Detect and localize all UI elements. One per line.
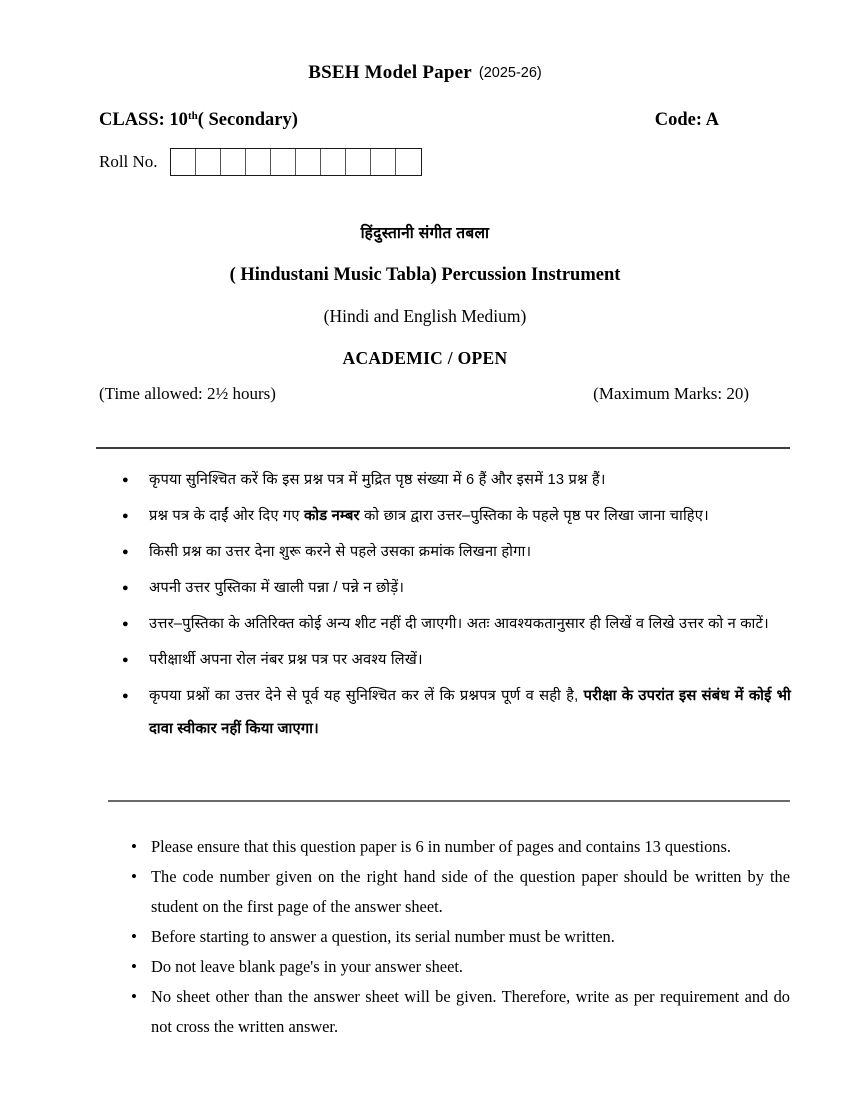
roll-number-cell[interactable]: [371, 149, 396, 175]
roll-number-cell[interactable]: [346, 149, 371, 175]
instruction-item-hindi: ● परीक्षार्थी अपना रोल नंबर प्रश्न पत्र पर अवश्य लिखें।: [119, 644, 791, 677]
page-title: BSEH Model Paper: [308, 62, 472, 83]
subject-block: [0, 222, 850, 369]
instruction-emphasis: कोड नम्बर: [304, 508, 360, 524]
instruction-text: कृपया प्रश्नों का उत्तर देने से पूर्व यह सुनिश्चित कर लें कि प्रश्नपत्र पूर्ण व सही है,: [149, 688, 584, 704]
instruction-item-english: • The code number given on the right hand side of the question paper should be written by the student on the first page of the answer sheet.: [128, 862, 790, 922]
subject-medium: (Hindi and English Medium): [323, 306, 527, 326]
instruction-item-hindi: ● उत्तर–पुस्तिका के अतिरिक्त कोई अन्य शीट नहीं दी जाएगी। अतः आवश्यकतानुसार ही लिखें व लिखे उत्तर को न काटें।: [119, 608, 791, 641]
class-code-row: [99, 110, 719, 131]
divider-top: [96, 447, 790, 449]
paper-header: [0, 62, 850, 84]
instruction-item-hindi: [119, 500, 791, 533]
roll-number-cell[interactable]: [196, 149, 221, 175]
class-level: ( Secondary): [197, 110, 298, 130]
instruction-item-english: • No sheet other than the answer sheet will be given. Therefore, write as per requirement and do not cross the written answer.: [128, 982, 790, 1042]
roll-number-cell[interactable]: [271, 149, 296, 175]
subject-title-english: ( Hindustani Music Tabla) Percussion Instrument: [229, 265, 621, 285]
instructions-english: [128, 832, 790, 1042]
roll-number-label: Roll No.: [99, 152, 158, 171]
instruction-item-hindi: ● किसी प्रश्न का उत्तर देना शुरू करने से पहले उसका क्रमांक लिखना होगा।: [119, 536, 791, 569]
instruction-item-hindi: [119, 680, 791, 746]
instructions-hindi: [119, 464, 791, 749]
roll-number-cell[interactable]: [396, 149, 421, 175]
divider-middle: [108, 800, 790, 802]
class-ordinal-suffix: th: [187, 110, 198, 122]
instruction-item-english: • Before starting to answer a question, its serial number must be written.: [128, 922, 790, 952]
instruction-item-hindi: ● अपनी उत्तर पुस्तिका में खाली पन्ना / पन्ने न छोड़ें।: [119, 572, 791, 605]
roll-number-boxes[interactable]: [170, 148, 422, 176]
instruction-item-english: • Please ensure that this question paper is 6 in number of pages and contains 13 questions.: [128, 832, 790, 862]
subject-stream: ACADEMIC / OPEN: [342, 348, 508, 368]
instruction-item-english: • Do not leave blank page's in your answer sheet.: [128, 952, 790, 982]
paper-code: Code: A: [654, 110, 719, 130]
instruction-item-hindi: ● कृपया सुनिश्चित करें कि इस प्रश्न पत्र में मुद्रित पृष्ठ संख्या में 6 हैं और इसमें 13 प्रश्न हैं।: [119, 464, 791, 497]
academic-year: (2025-26): [478, 65, 542, 81]
roll-number-cell[interactable]: [171, 149, 196, 175]
subject-title-hindi: हिंदुस्तानी संगीत तबला: [360, 225, 490, 242]
instruction-text: प्रश्न पत्र के दाईं ओर दिए गए: [149, 508, 304, 524]
roll-number-cell[interactable]: [221, 149, 246, 175]
time-allowed: (Time allowed: 2½ hours): [99, 384, 276, 403]
class-text: CLASS: 10: [99, 110, 188, 130]
exam-meta-row: [99, 384, 749, 404]
instruction-emphasis: परीक्षा के उपरांत इस संबंध में कोई भी दावा स्वीकार नहीं किया जाएगा।: [149, 688, 792, 737]
instruction-text: को छात्र द्वारा उत्तर–पुस्तिका के पहले पृष्ठ पर लिखा जाना चाहिए।: [359, 508, 709, 524]
class-label: [99, 110, 298, 131]
roll-number-cell[interactable]: [321, 149, 346, 175]
roll-number-cell[interactable]: [246, 149, 271, 175]
roll-number-field: [99, 148, 422, 176]
roll-number-cell[interactable]: [296, 149, 321, 175]
maximum-marks: (Maximum Marks: 20): [593, 384, 749, 403]
